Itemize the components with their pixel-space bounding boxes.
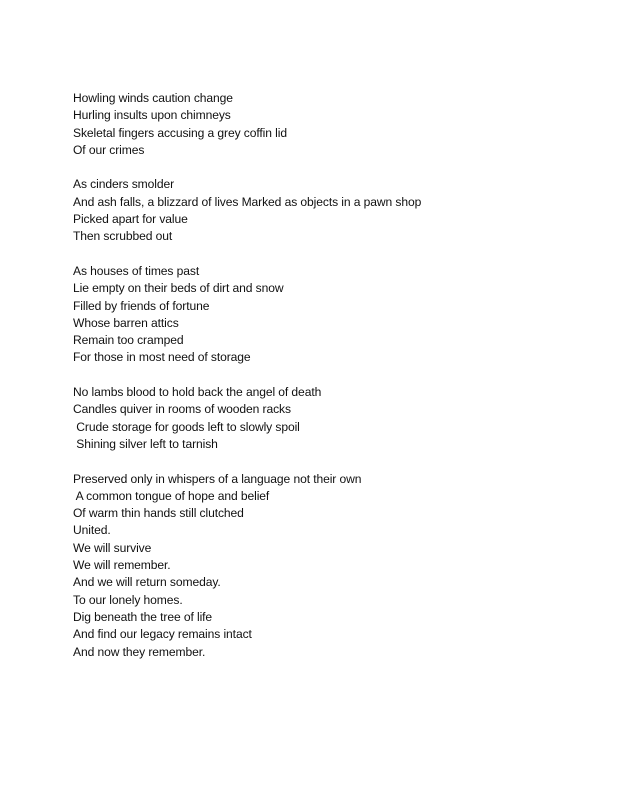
poem-line: We will remember.: [73, 558, 171, 573]
poem-line: Preserved only in whispers of a language not their own: [73, 471, 362, 486]
stanza: [73, 384, 421, 453]
poem: [73, 90, 421, 678]
stanza: [73, 471, 421, 661]
poem-line: As cinders smolder: [73, 177, 175, 192]
poem-line: Then scrubbed out: [73, 229, 173, 244]
poem-line: And we will return someday.: [73, 575, 221, 590]
poem-line: Dig beneath the tree of life: [73, 609, 213, 624]
poem-line: For those in most need of storage: [73, 350, 251, 365]
poem-line: Crude storage for goods left to slowly spoil: [73, 419, 300, 434]
poem-line: Filled by friends of fortune: [73, 298, 210, 313]
poem-line: As houses of times past: [73, 263, 200, 278]
poem-line: Of warm thin hands still clutched: [73, 506, 244, 521]
stanza: [73, 176, 421, 245]
poem-line: Remain too cramped: [73, 333, 184, 348]
poem-line: Lie empty on their beds of dirt and snow: [73, 281, 284, 296]
poem-line: Whose barren attics: [73, 315, 179, 330]
poem-line: Candles quiver in rooms of wooden racks: [73, 402, 291, 417]
poem-line: To our lonely homes.: [73, 592, 183, 607]
poem-line: Howling winds caution change: [73, 91, 233, 105]
poem-line: United.: [73, 523, 111, 538]
poem-line: We will survive: [73, 540, 152, 555]
poem-line: And now they remember.: [73, 644, 206, 659]
poem-line: And ash falls, a blizzard of lives Marked as objects in a pawn shop: [73, 194, 422, 209]
poem-line: Skeletal fingers accusing a grey coffin lid: [73, 125, 287, 140]
stanza: [73, 90, 421, 159]
stanza: [73, 263, 421, 367]
poem-line: Hurling insults upon chimneys: [73, 108, 231, 123]
poem-line: A common tongue of hope and belief: [73, 488, 270, 503]
poem-line: Of our crimes: [73, 142, 145, 157]
poem-line: No lambs blood to hold back the angel of death: [73, 385, 322, 400]
poem-line: Picked apart for value: [73, 212, 188, 227]
poem-line: Shining silver left to tarnish: [73, 436, 218, 451]
poem-line: And find our legacy remains intact: [73, 627, 252, 642]
